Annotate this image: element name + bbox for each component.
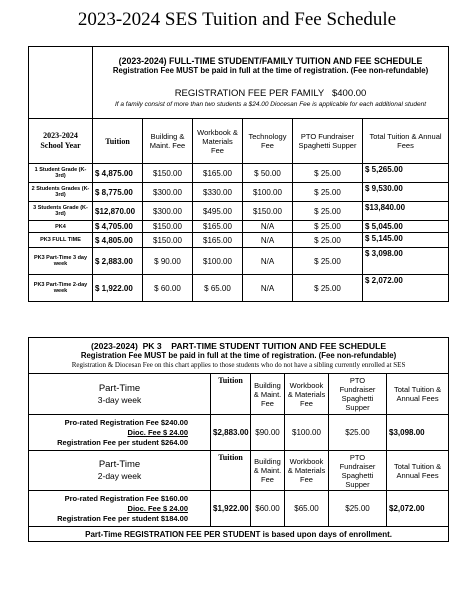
pto-value: $ 25.00 — [293, 221, 363, 233]
row-label: PK3 Part-Time 2-day week — [29, 275, 93, 302]
building-value: $ 90.00 — [143, 248, 193, 275]
header-corner-cell — [29, 47, 93, 119]
workbook-value: $100.00 — [193, 248, 243, 275]
block-subtitle: 2-day week — [97, 471, 142, 481]
building-value: $150.00 — [143, 233, 193, 248]
table-row — [29, 183, 449, 202]
building-value: $150.00 — [143, 164, 193, 183]
registration-fee-per-student: Registration Fee per student $184.00 — [57, 513, 188, 523]
pto-value: $ 25.00 — [293, 275, 363, 302]
building-value: $150.00 — [143, 221, 193, 233]
col-technology: Technology Fee — [243, 119, 293, 164]
col-workbook: Workbook & Materials Fee — [285, 451, 329, 491]
col-pto: PTO Fundraiser Spaghetti Supper — [329, 374, 387, 415]
workbook-value: $65.00 — [285, 491, 329, 527]
pto-value: $ 25.00 — [293, 233, 363, 248]
row-label: 1 Student Grade (K-3rd) — [29, 164, 93, 183]
parttime-footer-note: Part-Time REGISTRATION FEE PER STUDENT is based upon days of enrollment. — [29, 527, 449, 542]
total-value: $ 9,530.00 — [363, 183, 449, 202]
total-value: $3,098.00 — [387, 415, 449, 451]
technology-value: $ 50.00 — [243, 164, 293, 183]
total-value: $13,840.00 — [363, 202, 449, 221]
pto-value: $ 25.00 — [293, 248, 363, 275]
parttime-header — [29, 338, 449, 374]
col-pto: PTO Fundraiser Spaghetti Supper — [293, 119, 363, 164]
tuition-value: $2,883.00 — [211, 415, 251, 451]
table-row — [29, 415, 449, 451]
prorated-fee: Pro-rated Registration Fee $160.00 — [64, 493, 188, 503]
col-tuition: Tuition — [211, 451, 251, 491]
diocesan-fee: Dioc. Fee $ 24.00 — [127, 503, 188, 513]
table-row — [29, 275, 449, 302]
building-value: $90.00 — [251, 415, 285, 451]
prorated-fee: Pro-rated Registration Fee $240.00 — [64, 417, 188, 427]
block-title: Part-Time — [98, 382, 141, 394]
tuition-value: $ 4,805.00 — [93, 233, 143, 248]
parttime-header-subtitle: Registration Fee MUST be paid in full at the time of registration. (Fee non-refundable) — [80, 351, 397, 360]
technology-value: $100.00 — [243, 183, 293, 202]
total-value: $ 5,045.00 — [363, 221, 449, 233]
tuition-value: $ 4,705.00 — [93, 221, 143, 233]
row-label: PK4 — [29, 221, 93, 233]
col-building: Building & Maint. Fee — [251, 374, 285, 415]
total-value: $ 3,098.00 — [363, 248, 449, 275]
building-value: $60.00 — [251, 491, 285, 527]
total-value: $2,072.00 — [387, 491, 449, 527]
fulltime-header — [93, 47, 449, 119]
col-total: Total Tuition & Annual Fees — [363, 119, 449, 164]
technology-value: $150.00 — [243, 202, 293, 221]
total-value: $ 5,145.00 — [363, 233, 449, 248]
col-workbook: Workbook & Materials Fee — [193, 119, 243, 164]
col-building: Building & Maint. Fee — [143, 119, 193, 164]
row-label: 3 Students Grade (K-3rd) — [29, 202, 93, 221]
technology-value: N/A — [243, 275, 293, 302]
col-tuition: Tuition — [211, 374, 251, 415]
workbook-value: $330.00 — [193, 183, 243, 202]
technology-value: N/A — [243, 221, 293, 233]
table-row — [29, 233, 449, 248]
pto-value: $25.00 — [329, 415, 387, 451]
workbook-value: $165.00 — [193, 233, 243, 248]
row-label: 2 Students Grades (K-3rd) — [29, 183, 93, 202]
col-total: Total Tuition & Annual Fees — [387, 451, 449, 491]
registration-fee-breakdown — [29, 415, 211, 451]
pto-value: $ 25.00 — [293, 183, 363, 202]
col-tuition: Tuition — [93, 119, 143, 164]
total-value: $ 2,072.00 — [363, 275, 449, 302]
registration-fee-per-student: Registration Fee per student $264.00 — [57, 437, 188, 447]
col-pto: PTO Fundraiser Spaghetti Supper — [329, 451, 387, 491]
table-row — [29, 202, 449, 221]
fulltime-header-subtitle: Registration Fee MUST be paid in full at the time of registration. (Fee non-refundable) — [112, 66, 429, 75]
workbook-value: $100.00 — [285, 415, 329, 451]
col-building: Building & Maint. Fee — [251, 451, 285, 491]
row-label: PK3 FULL TIME — [29, 233, 93, 248]
page-title: 2023-2024 SES Tuition and Fee Schedule — [77, 9, 397, 30]
building-value: $300.00 — [143, 183, 193, 202]
total-value: $ 5,265.00 — [363, 164, 449, 183]
tuition-value: $12,870.00 — [93, 202, 143, 221]
parttime-block-title — [29, 374, 211, 415]
col-workbook: Workbook & Materials Fee — [285, 374, 329, 415]
pto-value: $25.00 — [329, 491, 387, 527]
table-row — [29, 248, 449, 275]
table-row — [29, 164, 449, 183]
parttime-header-title: (2023-2024) PK 3 PART-TIME STUDENT TUITION AND FEE SCHEDULE — [90, 341, 387, 351]
parttime-block-title — [29, 451, 211, 491]
table-row — [29, 221, 449, 233]
parttime-fee-table — [28, 337, 449, 542]
block-subtitle: 3-day week — [97, 394, 142, 405]
workbook-value: $165.00 — [193, 221, 243, 233]
col-school-year: 2023-2024 School Year — [29, 119, 93, 164]
table-row — [29, 491, 449, 527]
pto-value: $ 25.00 — [293, 164, 363, 183]
parttime-header-note: Registration & Diocesan Fee on this chart applies to those students who do not have a sibling currently enrolled at SES — [71, 361, 406, 369]
fulltime-fee-table — [28, 46, 449, 302]
registration-fee-per-family: REGISTRATION FEE PER FAMILY $400.00 — [174, 88, 367, 99]
building-value: $ 60.00 — [143, 275, 193, 302]
workbook-value: $ 65.00 — [193, 275, 243, 302]
pto-value: $ 25.00 — [293, 202, 363, 221]
row-label: PK3 Part-Time 3 day week — [29, 248, 93, 275]
technology-value: N/A — [243, 248, 293, 275]
technology-value: N/A — [243, 233, 293, 248]
tuition-value: $1,922.00 — [211, 491, 251, 527]
col-total: Total Tuition & Annual Fees — [387, 374, 449, 415]
building-value: $300.00 — [143, 202, 193, 221]
tuition-value: $ 8,775.00 — [93, 183, 143, 202]
diocesan-fee-note: If a family consist of more than two students a $24.00 Diocesan Fee is applicable for each additional student — [114, 101, 427, 108]
block-title: Part-Time — [98, 459, 141, 470]
tuition-value: $ 1,922.00 — [93, 275, 143, 302]
workbook-value: $165.00 — [193, 164, 243, 183]
workbook-value: $495.00 — [193, 202, 243, 221]
fulltime-header-title: (2023-2024) FULL-TIME STUDENT/FAMILY TUITION AND FEE SCHEDULE — [118, 56, 423, 66]
registration-fee-breakdown — [29, 491, 211, 527]
tuition-value: $ 2,883.00 — [93, 248, 143, 275]
diocesan-fee: Dioc. Fee $ 24.00 — [127, 427, 188, 437]
tuition-value: $ 4,875.00 — [93, 164, 143, 183]
